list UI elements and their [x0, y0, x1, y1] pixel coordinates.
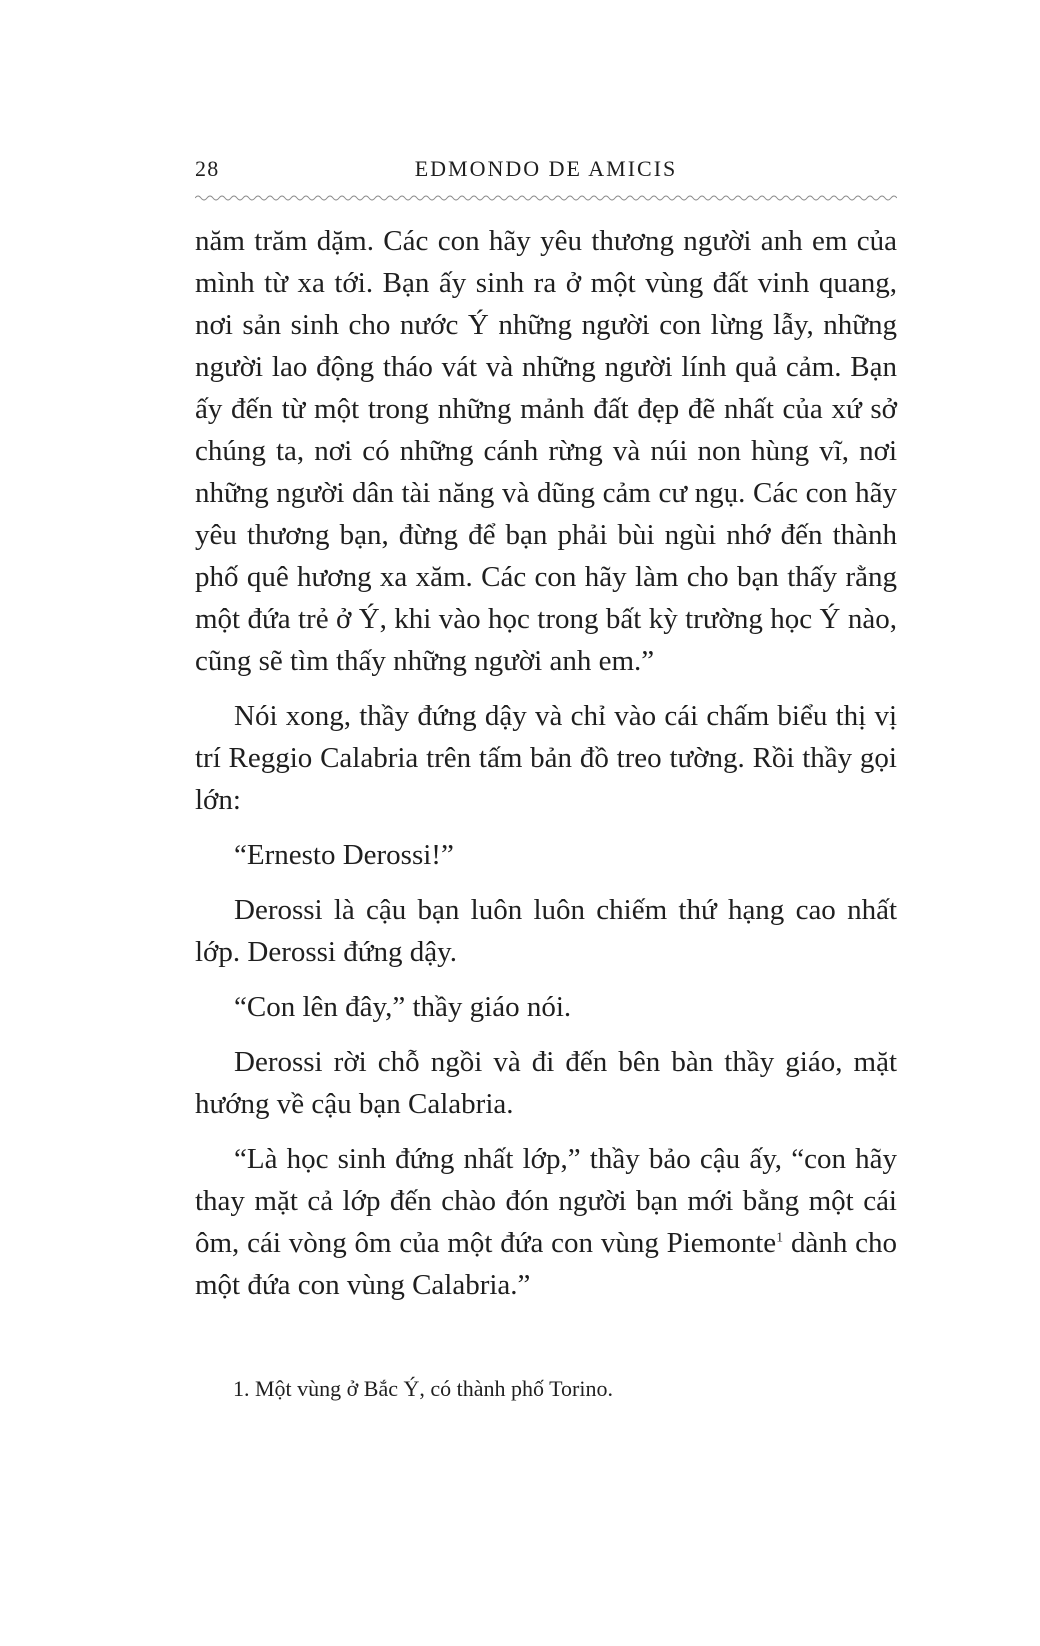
paragraph-2: Nói xong, thầy đứng dậy và chỉ vào cái chấm biểu thị vị trí Reggio Calabria trên tấm bản đồ treo tường. Rồi thầy gọi lớn:: [195, 700, 897, 816]
main-text: [195, 220, 897, 1306]
footnote-marker: 1: [776, 1230, 784, 1246]
paragraph-7: [195, 1138, 897, 1306]
author-name: EDMONDO DE AMICIS: [414, 156, 678, 181]
footnote: 1. Một vùng ở Bắc Ý, có thành phố Torino.: [233, 1376, 613, 1401]
decorative-wavy-rule: [195, 194, 897, 202]
paragraph-7-after-note: dành cho một đứa con vùng Calabria.”: [195, 1227, 898, 1301]
running-header: [195, 156, 897, 190]
paragraph-4: Derossi là cậu bạn luôn luôn chiếm thứ hạng cao nhất lớp. Derossi đứng dậy.: [195, 894, 897, 968]
paragraph-7-before-note: “Là học sinh đứng nhất lớp,” thầy bảo cậu ấy, “con hãy thay mặt cả lớp đến chào đón người bạn mới bằng một cái ôm, cái vòng ôm của một đứa con vùng Piemonte: [195, 1143, 897, 1259]
page-number: 28: [195, 156, 220, 181]
paragraph-6: Derossi rời chỗ ngồi và đi đến bên bàn thầy giáo, mặt hướng về cậu bạn Calabria.: [195, 1046, 897, 1120]
paragraph-5: “Con lên đây,” thầy giáo nói.: [234, 991, 572, 1023]
paragraph-3: “Ernesto Derossi!”: [234, 839, 454, 871]
paragraph-1: năm trăm dặm. Các con hãy yêu thương người anh em của mình từ xa tới. Bạn ấy sinh ra ở một vùng đất vinh quang, nơi sản sinh cho nước Ý những người con lừng lẫy, những người lao động tháo vát và những người lính quả cảm. Bạn ấy đến từ một trong những mảnh đất đẹp đẽ nhất của xứ sở chúng ta, nơi có những cánh rừng và núi non hùng vĩ, nơi những người dân tài năng và dũng cảm cư ngụ. Các con hãy yêu thương bạn, đừng để bạn phải bùi ngùi nhớ đến thành phố quê hương xa xăm. Các con hãy làm cho bạn thấy rằng một đứa trẻ ở Ý, khi vào học trong bất kỳ trường học Ý nào, cũng sẽ tìm thấy những người anh em.”: [195, 225, 897, 677]
